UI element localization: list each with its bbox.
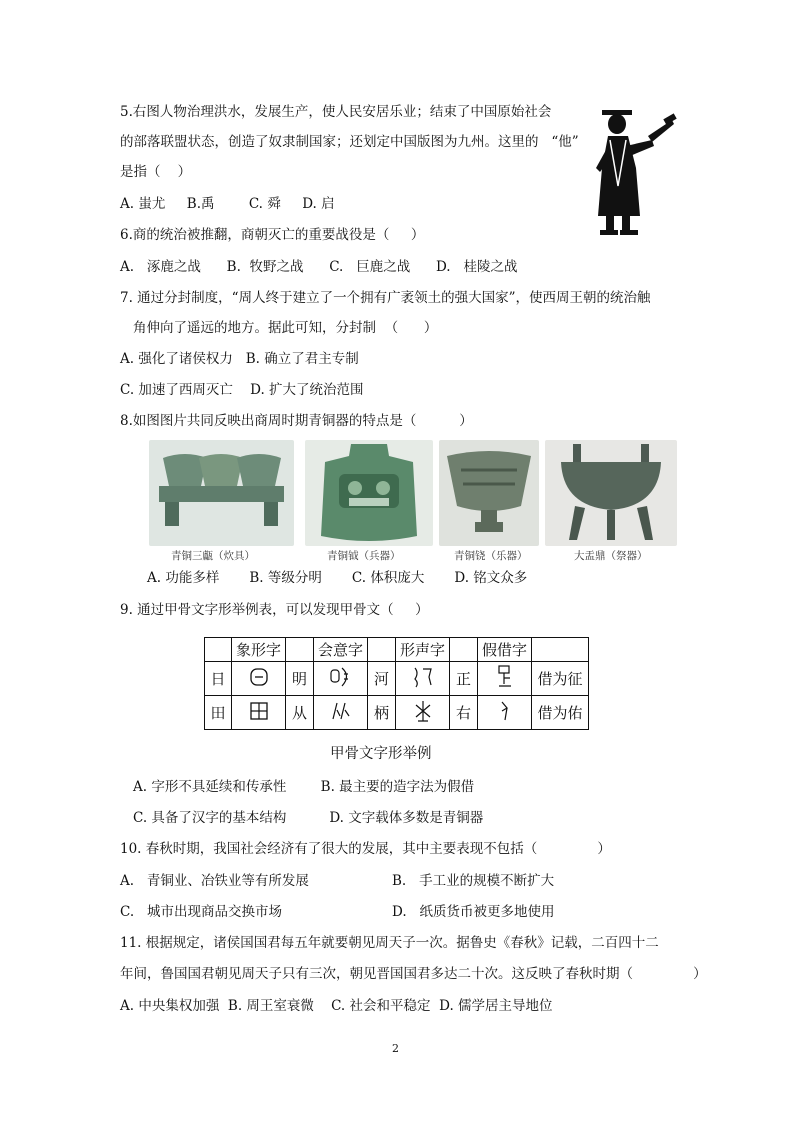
- char-bing: 柄: [368, 696, 396, 730]
- q7-line2: 角伸向了遥远的地方。据此可知，分封制 （ ）: [133, 320, 438, 336]
- bronze-da-yu-ding-image: [545, 440, 677, 546]
- q9-options-cd: C. 具备了汉字的基本结构 D. 文字载体多数是青铜器: [133, 810, 484, 826]
- table-row: [205, 662, 589, 696]
- q8-options: A. 功能多样 B. 等级分明 C. 体积庞大 D. 铭文众多: [147, 570, 528, 586]
- header-phono-semantic: 形声字: [396, 638, 450, 662]
- q6-stem: 6.商的统治被推翻，商朝灭亡的重要战役是（ ）: [120, 227, 425, 243]
- q7-line1: 7. 通过分封制度，“周人终于建立了一个拥有广袤领土的强大国家”，使西周王朝的统治触: [120, 290, 651, 306]
- q9-options-ab: A. 字形不具延续和传承性 B. 最主要的造字法为假借: [133, 779, 475, 795]
- bronze-artifacts-figure: [149, 440, 677, 564]
- char-zheng: 正: [450, 662, 478, 696]
- q11-line2: 年间，鲁国国君朝见周天子只有三次，朝见晋国国君多达二十次。这反映了春秋时期（ ）: [120, 966, 707, 982]
- caption-bronze-yan: 青铜三甗（炊具）: [171, 550, 255, 562]
- table-caption: 甲骨文字形举例: [330, 746, 432, 762]
- char-tian: 田: [205, 696, 232, 730]
- char-ri: 日: [205, 662, 232, 696]
- loan-note-you: 借为佑: [532, 696, 589, 730]
- header-loan-character: 假借字: [478, 638, 532, 662]
- yu-the-great-illustration: [588, 106, 680, 240]
- q5-line1: 5.右图人物治理洪水，发展生产，使人民安居乐业；结束了中国原始社会: [120, 104, 552, 120]
- header-pictograph: 象形字: [232, 638, 286, 662]
- oracle-glyph-you: [478, 696, 532, 730]
- table-header-row: [205, 638, 589, 662]
- q11-options: A. 中央集权加强 B. 周王室衰微 C. 社会和平稳定 D. 儒学居主导地位: [120, 998, 553, 1014]
- q10-option-a: A. 青铜业、冶铁业等有所发展: [120, 873, 309, 889]
- q7-options-cd: C. 加速了西周灭亡 D. 扩大了统治范围: [120, 382, 364, 398]
- oracle-glyph-cong: [314, 696, 368, 730]
- oracle-glyph-ri: [232, 662, 286, 696]
- oracle-glyph-zheng: [478, 662, 532, 696]
- q9-stem: 9. 通过甲骨文字形举例表，可以发现甲骨文（ ）: [120, 602, 429, 618]
- loan-note-zheng: 借为征: [532, 662, 589, 696]
- bronze-yue-axe-image: [305, 440, 433, 546]
- header-ideograph: 会意字: [314, 638, 368, 662]
- char-he: 河: [368, 662, 396, 696]
- caption-bronze-yue: 青铜钺（兵器）: [327, 550, 401, 562]
- table-row: [205, 696, 589, 730]
- bronze-nao-bell-image: [439, 440, 539, 546]
- caption-bronze-nao: 青铜铙（乐器）: [454, 550, 528, 562]
- q10-option-d: D. 纸质货币被更多地使用: [392, 904, 555, 920]
- q5-line3: 是指（ ）: [120, 164, 192, 180]
- q5-line2: 的部落联盟状态，创造了奴隶制国家；还划定中国版图为九州。这里的 “他”: [120, 134, 579, 150]
- oracle-glyph-tian: [232, 696, 286, 730]
- q10-option-c: C. 城市出现商品交换市场: [120, 904, 283, 920]
- bronze-yan-image: [149, 440, 294, 546]
- page-number: 2: [392, 1042, 399, 1055]
- oracle-glyph-ming: [314, 662, 368, 696]
- q10-stem: 10. 春秋时期，我国社会经济有了很大的发展，其中主要表现不包括（ ）: [120, 841, 611, 857]
- oracle-glyph-bing: [396, 696, 450, 730]
- char-cong: 从: [286, 696, 314, 730]
- char-ming: 明: [286, 662, 314, 696]
- q6-options: A. 涿鹿之战 B. 牧野之战 C. 巨鹿之战 D. 桂陵之战: [120, 259, 518, 275]
- char-you: 右: [450, 696, 478, 730]
- caption-da-yu-ding: 大盂鼎（祭器）: [574, 550, 648, 562]
- q7-options-ab: A. 强化了诸侯权力 B. 确立了君主专制: [120, 351, 359, 367]
- q11-line1: 11. 根据规定，诸侯国国君每五年就要朝见周天子一次。据鲁史《春秋》记载，二百四十二: [120, 935, 659, 951]
- q10-option-b: B. 手工业的规模不断扩大: [392, 873, 555, 889]
- q5-options: A. 蚩尤 B.禹 C. 舜 D. 启: [120, 196, 335, 212]
- q8-stem: 8.如图图片共同反映出商周时期青铜器的特点是（ ）: [120, 413, 473, 429]
- oracle-glyph-he: [396, 662, 450, 696]
- oracle-bone-script-table: [204, 637, 589, 730]
